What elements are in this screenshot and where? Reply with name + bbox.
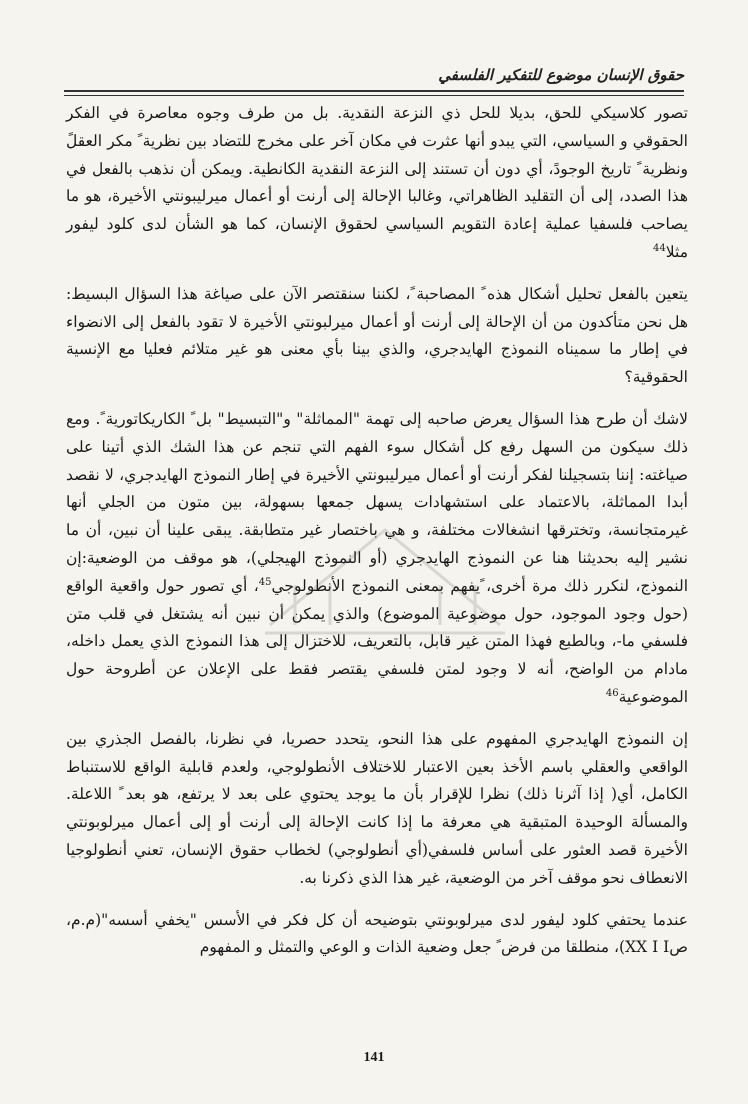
paragraph-5: عندما يحتفي كلود ليفور لدى ميرلوبونتي بتوضيحه أن كل فكر في الأسس "يخفي أسسه"(م.م، صXX I I)، منطلقا من فرض ً جعل وضعية الذات و الوعي والتمثل و المفهوم: [66, 910, 688, 957]
page-number: 141: [363, 1050, 385, 1065]
paragraph-2: يتعين بالفعل تحليل أشكال هذه ً المصاحبة ً، لكننا سنقتصر الآن على صياغة هذا السؤال البسيط: هل نحن متأكدون من أن الإحالة إلى أرنت أو أعمال ميرلبونتي الأخيرة لا تقود بالفعل إلى الانضواء في إطار ما سميناه النموذج الهايدجري، والذي بينا بأي معنى هو غير متلائم فعليا مع الإنسية الحقوقية؟: [66, 284, 688, 387]
footnote-ref-46[interactable]: 46: [605, 687, 619, 699]
footnote-ref-44[interactable]: 44: [653, 242, 666, 254]
paragraph-4: إن النموذج الهايدجري المفهوم على هذا النحو، يتحدد حصريا، في نظرنا، بالفصل الجذري بين الواقعي والعقلي باسم الأخذ بعين الاعتبار للاختلاف الأنطولوجي، ولعدم قابلية الواقع للاستنباط الكامل، أي( إذا آثرنا ذلك) نظرا للإقرار بأن ما يوجد يحتوي على بعد لا يرتفع، هو بعد ً اللاعلة. والمسألة الوحيدة المتبقية هي معرفة ما إذا كانت الإحالة إلى أرنت أو إلى أعمال ميرلوبونتي الأخيرة قصد العثور على أساس فلسفي(أي أنطولوجي) لخطاب حقوق الإنسان، تعني أنطولوجيا الانعطاف نحو موقف آخر من الوضعية، غير هذا الذي ذكرنا به.: [66, 729, 688, 887]
paragraph-1: تصور كلاسيكي للحق، بديلا للحل ذي النزعة النقدية. بل من طرف وجوه معاصرة في الفكر الحقوقي و السياسي، التي يبدو أنها عثرت في مكان آخر على مخرج للتضاد بين نظرية ً مكر العقلً ونظرية ً تاريخ الوجودً، أي دون أن تستند إلى النزعة النقدية الكانطية. ويمكن أن نذهب بالفعل في هذا الصدد، إلى أن التقليد الظاهراتي، وغالبا الإحالة إلى أرنت أو أعمال ميرليبونتي الأخيرة، هو ما يصاحب فلسفيا عملية إعادة التقويم السياسي لحقوق الإنسان، كما هو الشأن لدى كلود ليفور مثلا$^{44}$: [66, 104, 688, 261]
running-title: حقوق الإنسان موضوع للتفكير الفلسفي: [438, 66, 684, 84]
footnote-ref-45[interactable]: 45: [258, 576, 272, 588]
paragraph-3: لاشك أن طرح هذا السؤال يعرض صاحبه إلى تهمة "المماثلة" و"التبسيط" بل ً الكاريكاتورية ً. ومع ذلك سيكون من السهل رفع كل أشكال سوء الفهم التي تنجم عن هذا الشك الذي أتينا على صياغته: إننا بتسجيلنا لفكر أرنت أو أعمال ميرليبونتي الأخيرة في إطار النموذج الهايدجري، لا نقصد أبدا المماثلة، بالاعتماد على استشهادات يسهل جمعها بسهولة، بين متون من الجلي أنها غيرمتجانسة، وتخترقها انشغالات مختلفة، و هي باختصار غير متطابقة. يبقى علينا أن نبين، أن ما نشير إليه بحديثنا هنا عن النموذج الهايدجري (أو النموذج الهيجلي)، هو موقف من الوضعية:إن النموذج، لنكرر ذلك مرة أخرى، ًيفهم بمعنى النموذج الأنطولوجي$^{45}$، أي تصور حول واقعية الواقع (حول وجود الموجود، حول موضوعية الموضوع) والذي يمكن أن نبين أنه يشتغل في قلب متن فلسفي ما-، وبالطبع فهذا المتن غير قابل، بالتعريف، للاختزال إلى هذا النموذج الذي يعمل داخله، مادام من الواضح، أنه لا وجود لمتن فلسفي يقتصر فقط على الإعلان عن أطروحة حول الموضوعية$^{46}$: [66, 409, 689, 706]
body-text: [66, 100, 688, 976]
header-rule: [64, 90, 684, 92]
